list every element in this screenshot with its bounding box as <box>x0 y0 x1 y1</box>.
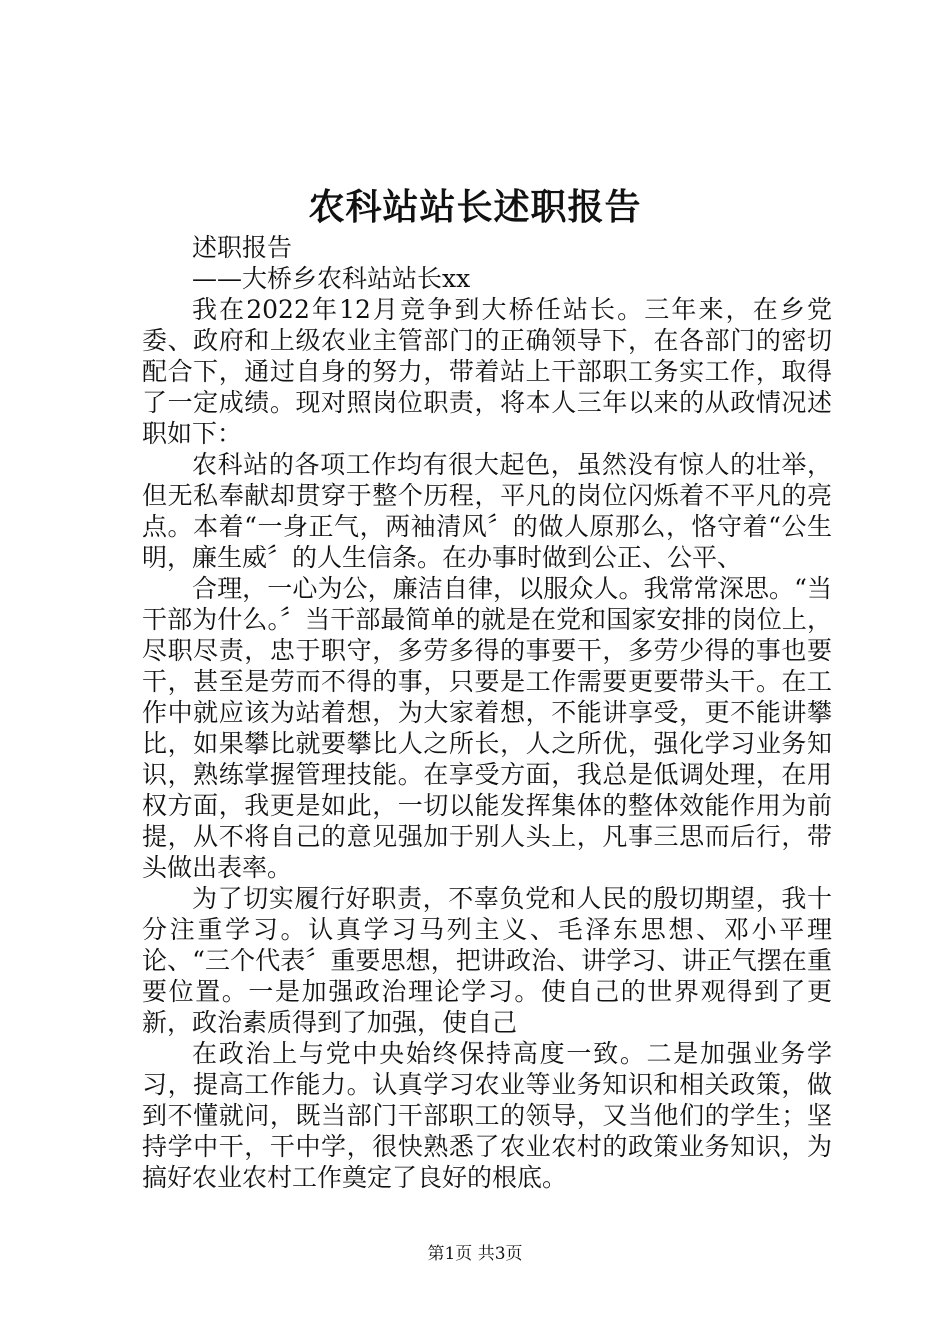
document-title: 农科站站长述职报告 <box>308 186 642 228</box>
document-body <box>142 232 832 1193</box>
page-number: 第1页 共3页 <box>427 1244 523 1264</box>
paragraph: 合理，一心为公，廉洁自律，以服众人。我常常深思。“当干部为什么。〞当干部最简单的就是在党和国家安排的岗位上，尽职尽责，忠于职守，多劳多得的事要干，多劳少得的事也要干，甚至是劳而不得的事，只要是工作需要更要带头干。在工作中就应该为站着想，为大家着想，不能讲享受，更不能讲攀比，如果攀比就要攀比人之所长，人之所优，强化学习业务知识，熟练掌握管理技能。在享受方面，我总是低调处理，在用权方面，我更是如此，一切以能发挥集体的整体效能作用为前提，从不将自己的意见强加于别人头上，凡事三思而后行，带头做出表率。 <box>142 574 832 882</box>
paragraph: 我在2022年12月竞争到大桥任站长。三年来，在乡党委、政府和上级农业主管部门的正确领导下，在各部门的密切配合下，通过自身的努力，带着站上干部职工务实工作，取得了一定成绩。现对照岗位职责，将本人三年以来的从政情况述职如下： <box>142 295 832 448</box>
paragraph: 在政治上与党中央始终保持高度一致。二是加强业务学习，提高工作能力。认真学习农业等业务知识和相关政策，做到不懂就问，既当部门干部职工的领导，又当他们的学生；坚持学中干，干中学，很快熟悉了农业农村的政策业务知识，为搞好农业农村工作奠定了良好的根底。 <box>142 1039 832 1192</box>
paragraph: 为了切实履行好职责，不辜负党和人民的殷切期望，我十分注重学习。认真学习马列主义、毛泽东思想、邓小平理论、“三个代表〞重要思想，把讲政治、讲学习、讲正气摆在重要位置。一是加强政治理论学习。使自己的世界观得到了更新，政治素质得到了加强，使自己 <box>142 884 832 1037</box>
paragraph-heading: 述职报告 <box>192 233 293 262</box>
paragraph: 农科站的各项工作均有很大起色，虽然没有惊人的壮举，但无私奉献却贯穿于整个历程，平凡的岗位闪烁着不平凡的亮点。本着“一身正气，两袖清风〞的做人原那么，恪守着“公生明，廉生威〞的人生信条。在办事时做到公正、公平、 <box>142 450 832 572</box>
paragraph-author: ——大桥乡农科站站长xx <box>192 264 471 293</box>
